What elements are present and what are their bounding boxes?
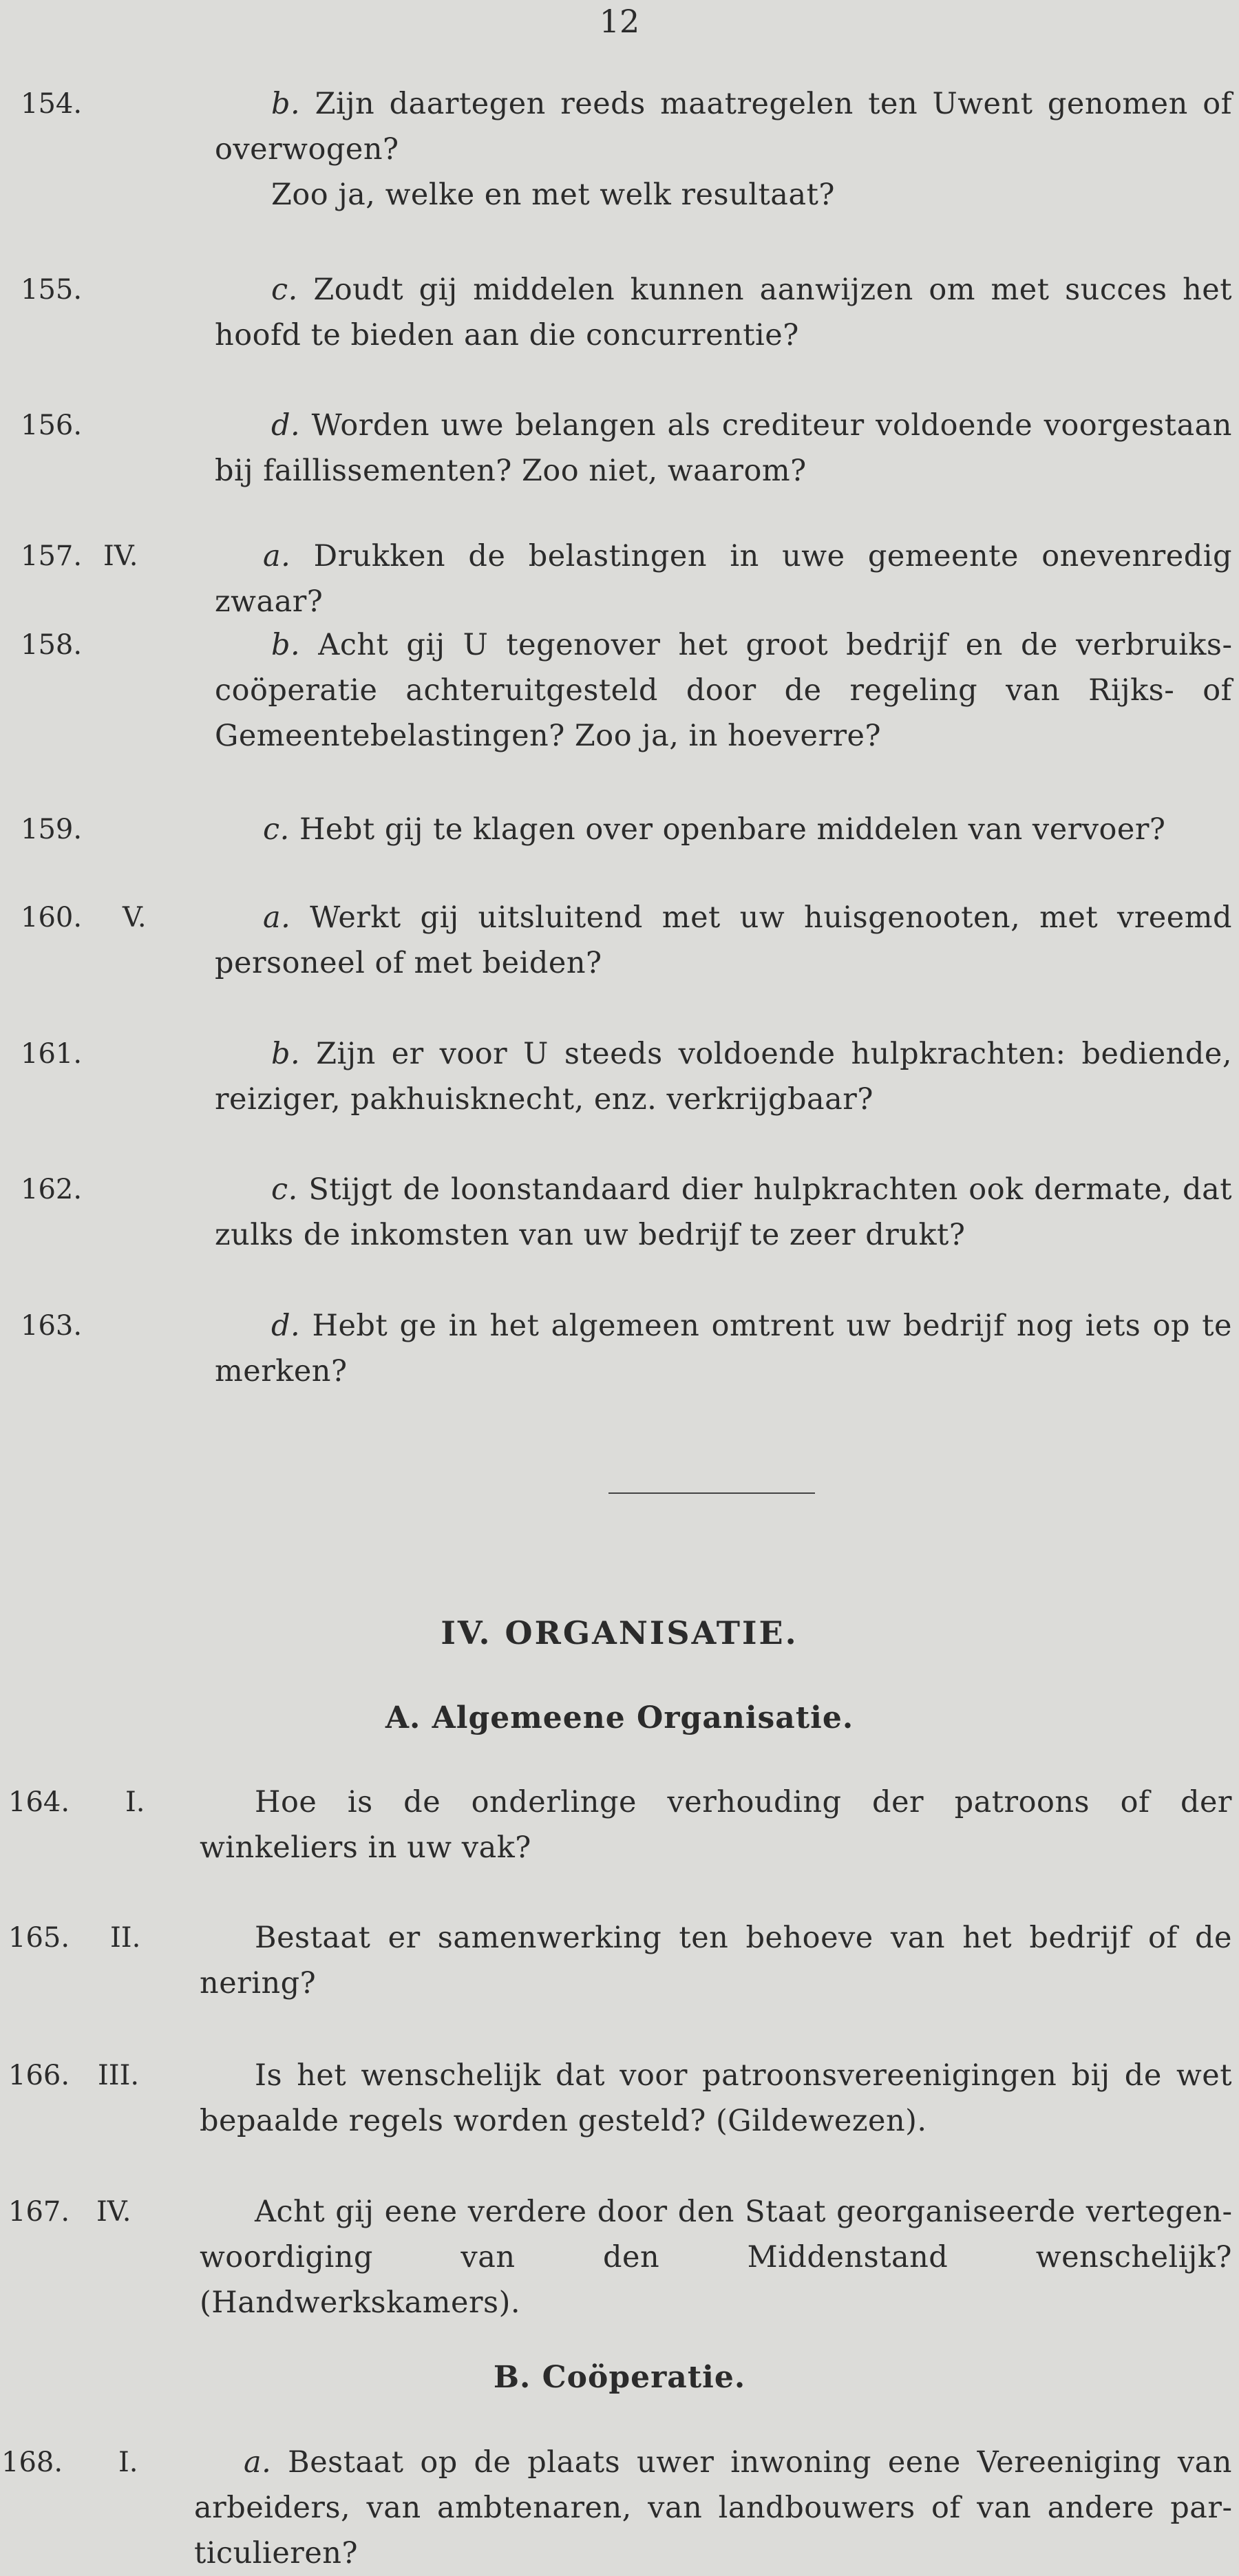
question-number: 154. [21,88,83,120]
question-letter: a. [263,539,291,573]
question-number: 161. [21,1038,83,1070]
question-text [215,81,1232,218]
question-body: Bestaat op de plaats uwer inwoning eene Vereeniging van arbeiders, van ambtenaren, van landbouwers of van andere particulieren? [194,2445,1233,2570]
section-title: IV. ORGANISATIE. [441,1614,798,1651]
question-text [215,267,1232,358]
question-letter: d. [271,1309,301,1343]
question-letter: c. [271,273,298,307]
question-text [194,2440,1232,2576]
question-text [215,1031,1232,1122]
question-body: Hebt gij te klagen over openbare middelen van vervoer? [299,812,1166,847]
question-text [215,895,1232,986]
question-number: 158. [21,629,83,661]
question-body: Drukken de belastingen in uwe gemeente onevenredig zwaar? [215,539,1232,619]
question-letter: b. [271,87,301,121]
question-text [215,403,1232,494]
question-text: Acht gij eene verdere door den Staat georganiseerde vertegenwoordiging van den Middenstand wenschelijk? (Handwerkskamers). [200,2195,1232,2320]
question-number: 162. [21,1174,83,1205]
question-body: Zijn daartegen reeds maatregelen ten Uwent genomen of overwogen? [215,87,1232,167]
question-letter: c. [271,1172,298,1207]
question-body: Hebt ge in het algemeen omtrent uw bedrijf nog iets op te merken? [215,1309,1232,1389]
question-text: Is het wenschelijk dat voor patroonsvereenigingen bij de wet bepaalde regels worden gesteld? (Gildewezen). [200,2058,1232,2138]
question-text: Hoe is de onderlinge verhouding der patroons of der winkeliers in uw vak? [200,1785,1232,1865]
subsection-title-b: B. Coöperatie. [493,2360,746,2395]
question-text [215,534,1232,624]
question-roman: IV. [103,540,138,572]
question-number: 163. [21,1310,83,1342]
question-number: 168. [1,2447,63,2478]
question-body: Stijgt de loonstandaard dier hulpkrachten ook dermate, dat zulks de inkomsten van uw bedrijf te zeer drukt? [215,1172,1232,1252]
question-text: Bestaat er samenwerking ten behoeve van het bedrijf of de nering? [200,1921,1232,2000]
question-number: 159. [21,814,83,845]
question-roman: IV. [96,2196,131,2228]
question-body: Zijn er voor U steeds voldoende hulpkrachten: bediende, reiziger, pakhuisknecht, enz. verkrijgbaar? [215,1037,1232,1117]
question-number: 157. [21,540,83,572]
question-letter: a. [244,2445,272,2480]
question-roman: I. [118,2447,138,2478]
section-divider [608,1492,815,1494]
question-text [215,622,1232,759]
question-number: 156. [21,410,83,441]
question-body: Zoudt gij middelen kunnen aanwijzen om met succes het hoofd te bieden aan die concurrentie? [215,273,1232,352]
question-letter: c. [263,812,290,847]
question-text [215,1303,1232,1394]
question-text [215,807,1232,852]
page-number: 12 [599,3,640,40]
question-followup: Zoo ja, welke en met welk resultaat? [271,178,835,212]
question-letter: d. [271,408,301,443]
question-roman: II. [110,1922,141,1954]
subsection-title-a: A. Algemeene Organisatie. [385,1700,854,1735]
question-roman: III. [98,2060,140,2091]
question-roman: I. [125,1786,145,1818]
question-letter: b. [271,1037,301,1071]
question-number: 164. [8,1786,70,1818]
question-body: Worden uwe belangen als crediteur voldoende voorgestaan bij faillissementen? Zoo niet, waarom? [215,408,1232,488]
question-letter: a. [263,900,291,935]
question-number: 165. [8,1922,70,1954]
question-letter: b. [271,628,301,662]
question-body: Werkt gij uitsluitend met uw huisgenooten, met vreemd personeel of met beiden? [215,900,1232,980]
question-number: 167. [8,2196,70,2228]
question-text [215,1167,1232,1258]
question-number: 166. [8,2060,70,2091]
question-body: Acht gij U tegenover het groot bedrijf en de verbruikscoöperatie achteruitgesteld door de regeling van Rijks- of Gemeentebelastingen? Zoo ja, in hoeverre? [215,628,1232,753]
question-number: 160. [21,902,83,933]
question-roman: V. [123,902,147,933]
question-number: 155. [21,274,83,306]
